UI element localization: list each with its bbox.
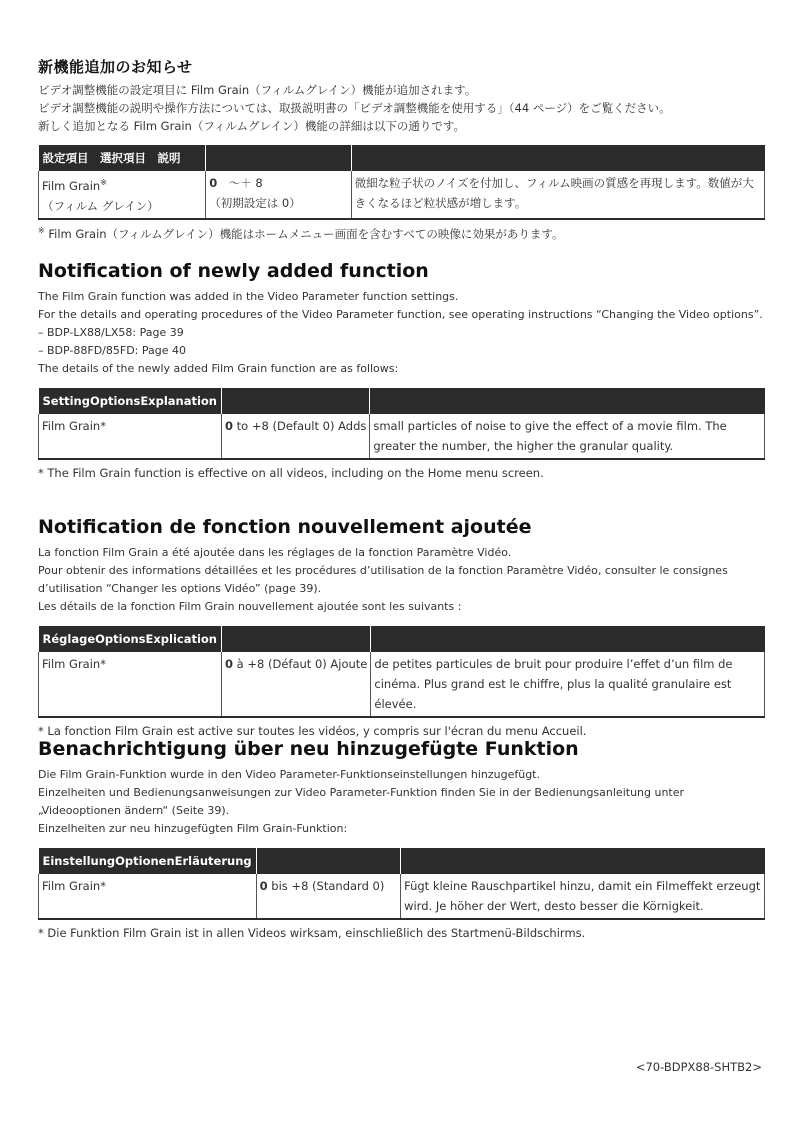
- jp-cell-description: 微細な粒子状のノイズを付加し、フィルム映画の質感を再現します。数値が大きくなるほど粒状感が増します。: [351, 171, 764, 219]
- jp-header-blank-2: [206, 145, 351, 171]
- fr-header-blank-3: [371, 626, 765, 652]
- table-row: [39, 652, 765, 717]
- en-line-5: The details of the newly added Film Grain function are as follows:: [38, 362, 399, 375]
- en-line-3: – BDP-LX88/LX58: Page 39: [38, 326, 184, 339]
- jp-title: 新機能追加のお知らせ: [38, 58, 193, 76]
- table-row: [39, 171, 765, 219]
- de-line-2: Einzelheiten und Bedienungsanweisungen zur Video Parameter-Funktion finden Sie in der Bedienungsanleitung unter „Videooptionen ändern“ (Seite 39).: [38, 786, 685, 817]
- table-row: [39, 414, 765, 459]
- jp-note: ※ Film Grain（フィルムグレイン）機能はホームメニュー画面を含むすべての映像に効果があります。: [38, 226, 564, 241]
- en-line-4: – BDP-88FD/85FD: Page 40: [38, 344, 186, 357]
- fr-header-blank-2: [222, 626, 371, 652]
- jp-header-blank-3: [351, 145, 764, 171]
- en-header-blank-3: [370, 388, 765, 414]
- jp-line-2: ビデオ調整機能の説明や操作方法については、取扱説明書の「ビデオ調整機能を使用する」（44 ページ）をご覧ください。: [38, 101, 671, 115]
- en-cell-item: Film Grain*: [39, 414, 222, 459]
- fr-line-1: La fonction Film Grain a été ajoutée dans les réglages de la fonction Paramètre Vidéo.: [38, 546, 512, 559]
- fr-line-3: Les détails de la fonction Film Grain nouvellement ajoutée sont les suivants :: [38, 600, 462, 613]
- table-row: [39, 874, 765, 919]
- document-code: <70-BDPX88-SHTB2>: [635, 1060, 762, 1074]
- en-section: [38, 260, 765, 480]
- fr-cell-range: 0 à +8 (Défaut 0) Ajoute: [222, 652, 371, 717]
- en-header-blank-2: [222, 388, 370, 414]
- de-line-3: Einzelheiten zur neu hinzugefügten Film Grain-Funktion:: [38, 822, 348, 835]
- de-note: * Die Funktion Film Grain ist in allen Videos wirksam, einschließlich des Startmenü-Bildschirms.: [38, 926, 586, 940]
- fr-section: [38, 516, 765, 738]
- en-title: Notification of newly added function: [38, 260, 429, 282]
- fr-note: * La fonction Film Grain est active sur toutes les vidéos, y compris sur l'écran du menu Accueil.: [38, 724, 587, 738]
- de-header-blank-2: [256, 848, 400, 874]
- jp-section: [38, 56, 765, 242]
- jp-line-1: ビデオ調整機能の設定項目に Film Grain（フィルムグレイン）機能が追加されます。: [38, 83, 477, 97]
- fr-line-2: Pour obtenir des informations détaillées et les procédures d’utilisation de la fonction Paramètre Vidéo, consulter le consignes d’utilisation “Changer les options Vidéo” (page 39).: [38, 564, 728, 595]
- de-cell-range: 0 bis +8 (Standard 0): [256, 874, 400, 919]
- jp-cell-range: 0 ～＋ 8 （初期設定は 0）: [206, 171, 351, 219]
- de-section: [38, 738, 765, 940]
- fr-table-header: RéglageOptionsExplication: [39, 626, 222, 652]
- de-cell-item: Film Grain*: [39, 874, 257, 919]
- jp-spec-table: [38, 145, 765, 220]
- de-spec-table: [38, 848, 765, 920]
- en-cell-range: 0 to +8 (Default 0) Adds: [222, 414, 370, 459]
- en-line-2: For the details and operating procedures of the Video Parameter function, see operating instructions “Changing the Video options”.: [38, 308, 763, 321]
- de-title: Benachrichtigung über neu hinzugefügte Funktion: [38, 738, 579, 760]
- fr-title: Notification de fonction nouvellement ajoutée: [38, 516, 532, 538]
- de-line-1: Die Film Grain-Funktion wurde in den Video Parameter-Funktionseinstellungen hinzugefügt.: [38, 768, 540, 781]
- en-cell-description: small particles of noise to give the effect of a movie film. The greater the number, the higher the granular quality.: [370, 414, 765, 459]
- de-cell-description: Fügt kleine Rauschpartikel hinzu, damit ein Filmeffekt erzeugt wird. Je höher der Wert, desto besser die Körnigkeit.: [401, 874, 765, 919]
- en-spec-table: [38, 388, 765, 460]
- fr-cell-description: de petites particules de bruit pour produire l’effet d’un film de cinéma. Plus grand est le chiffre, plus la qualité granulaire est élevée.: [371, 652, 765, 717]
- en-note: * The Film Grain function is effective on all videos, including on the Home menu screen.: [38, 466, 544, 480]
- jp-line-3: 新しく追加となる Film Grain（フィルムグレイン）機能の詳細は以下の通りです。: [38, 119, 465, 133]
- de-table-header: EinstellungOptionenErläuterung: [39, 848, 257, 874]
- fr-spec-table: [38, 626, 765, 718]
- de-header-blank-3: [401, 848, 765, 874]
- jp-table-header: 設定項目 選択項目 説明: [39, 145, 206, 171]
- en-table-header: SettingOptionsExplanation: [39, 388, 222, 414]
- en-line-1: The Film Grain function was added in the Video Parameter function settings.: [38, 290, 459, 303]
- jp-cell-item: Film Grain※ （フィルム グレイン）: [39, 171, 206, 219]
- fr-cell-item: Film Grain*: [39, 652, 222, 717]
